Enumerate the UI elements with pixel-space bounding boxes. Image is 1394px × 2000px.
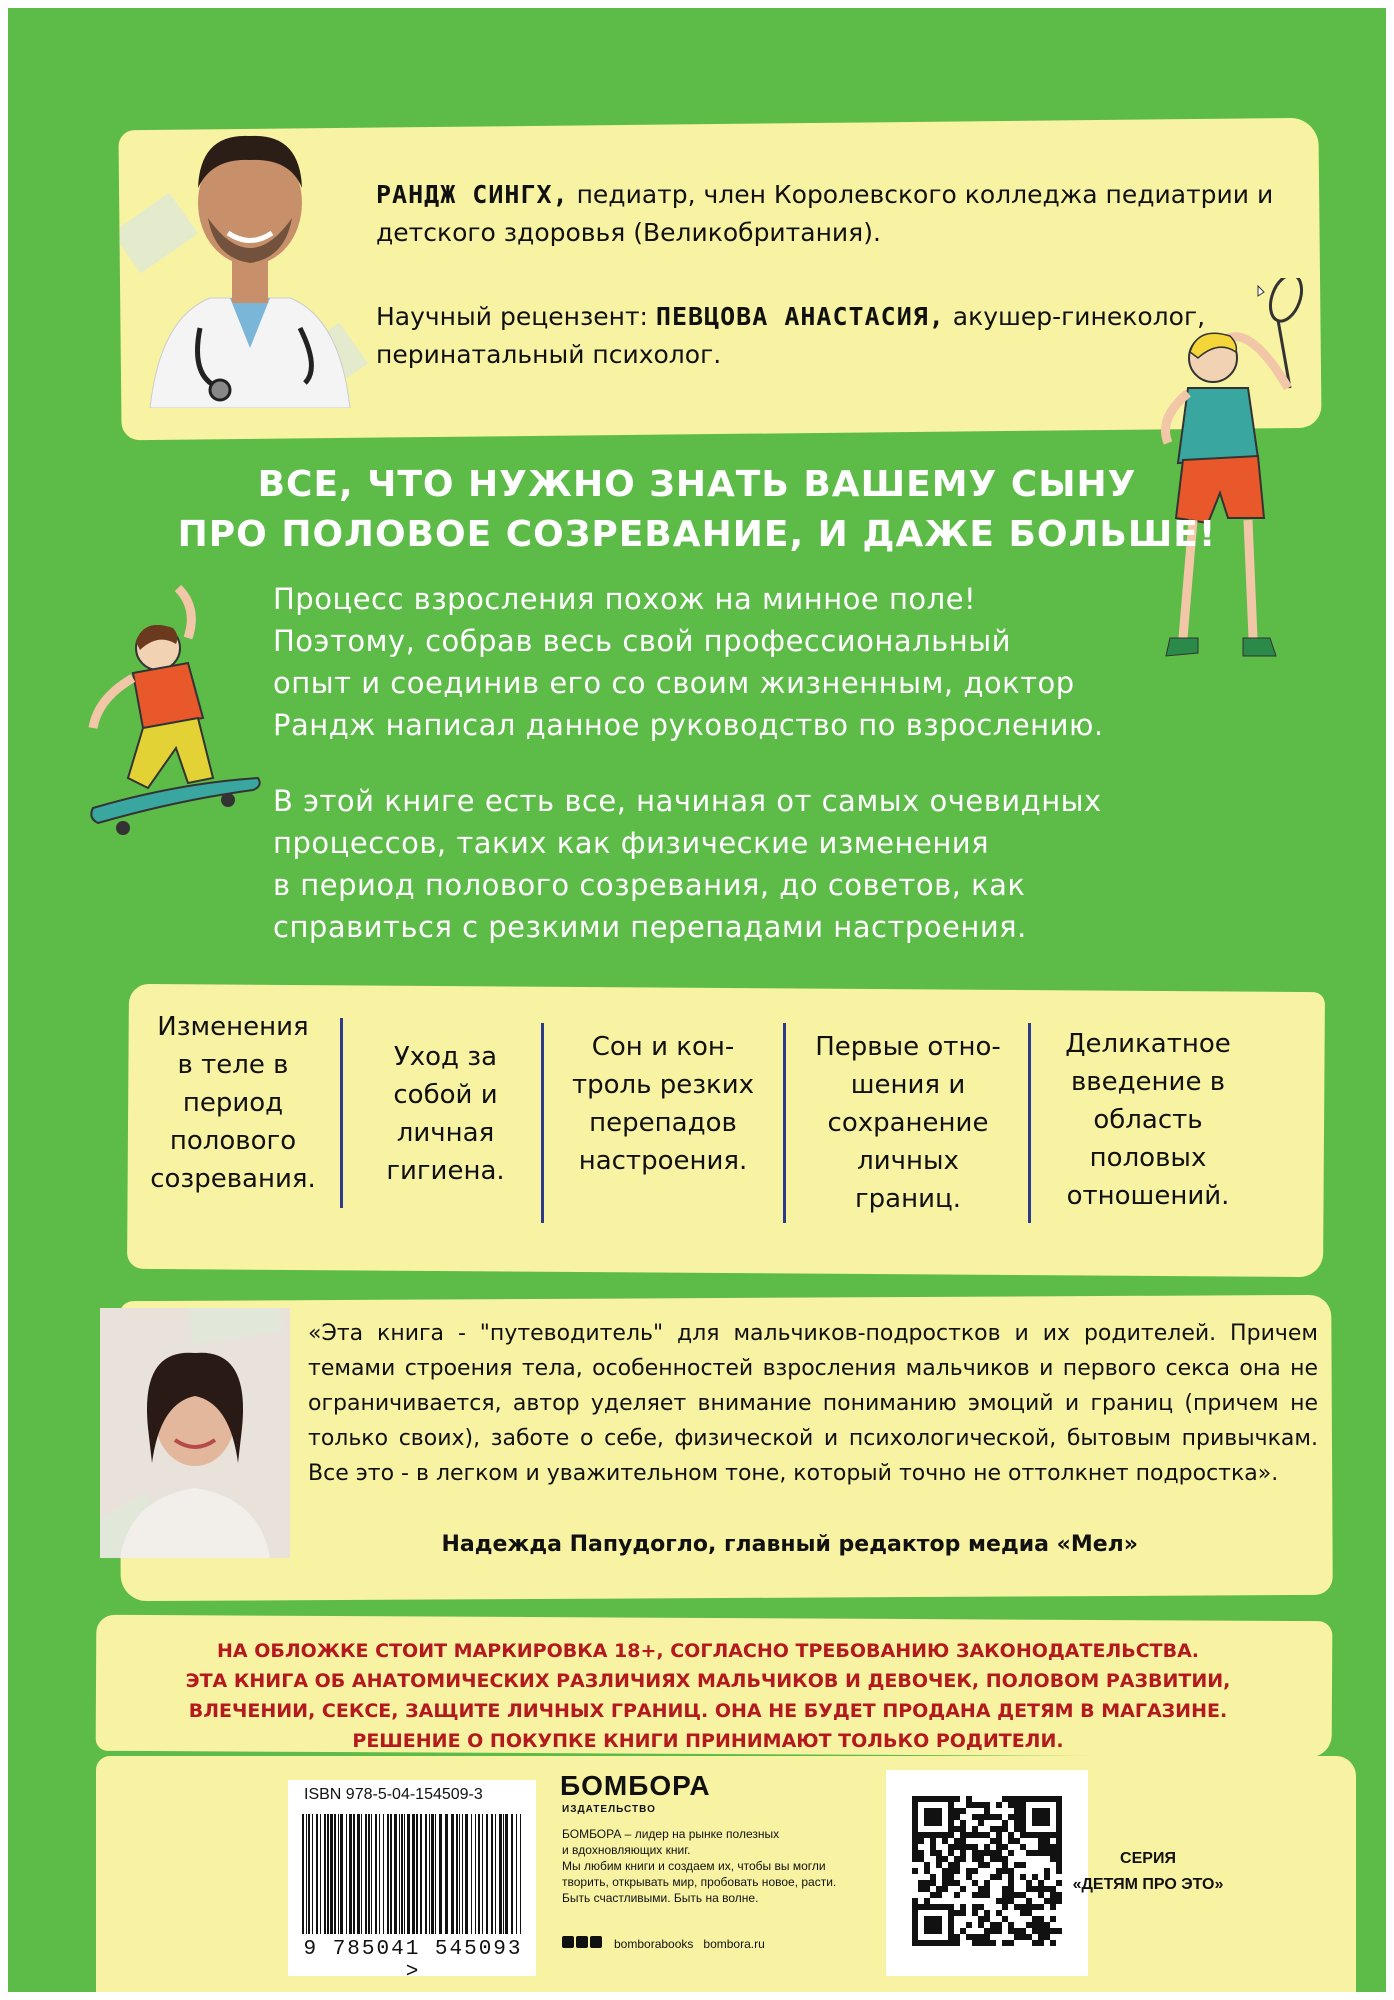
topic-divider [340,1018,343,1208]
topic-line: отношений. [1066,1181,1230,1211]
topic-line: в теле в [177,1050,289,1080]
topic-line: границ. [855,1184,961,1214]
quote-attribution: Надежда Папудогло, главный редактор медиа «Мел» [441,1532,1138,1557]
topic-line: полового [169,1126,297,1156]
paragraph-line: Поэтому, собрав весь свой профессиональный [273,624,1011,658]
warning-line: РЕШЕНИЕ О ПОКУПКЕ КНИГИ ПРИНИМАЮТ ТОЛЬКО РОДИТЕЛИ. [352,1730,1064,1752]
topic-line: Деликатное [1065,1029,1231,1059]
topic-line: собой и [393,1080,498,1110]
reviewer-label: Научный рецензент: [376,302,656,331]
topic-body-changes [128,1008,338,1198]
isbn-label: ISBN 978-5-04-154509-3 [304,1786,483,1803]
headline-line-2: ПРО ПОЛОВОЕ СОЗРЕВАНИЕ, И ДАЖЕ БОЛЬШЕ! [177,514,1217,555]
reviewer-description: акушер-гинеколог, перинатальный психолог. [376,302,1206,369]
social-handle: bomborabooks [614,1936,694,1951]
topic-sleep-mood [553,1028,773,1180]
headline-line-1: ВСЕ, ЧТО НУЖНО ЗНАТЬ ВАШЕМУ СЫНУ [257,464,1137,505]
series-info [1058,1846,1238,1898]
paragraph-line: В этой книге есть все, начиная от самых очевидных [273,784,1102,818]
reviewer-info [376,298,1276,374]
topic-divider [541,1023,544,1223]
blurb-line: творить, открывать мир, пробовать новое, расти. [562,1875,837,1889]
topic-line: Первые отно- [815,1032,1001,1062]
book-back-cover [8,8,1386,1992]
blurb-line: и вдохновляющих книг. [562,1843,691,1857]
age-warning [108,1636,1308,1756]
topic-line: перепадов [589,1108,737,1138]
topic-line: половых [1089,1143,1207,1173]
topic-line: Изменения [157,1012,309,1042]
topic-relationships [793,1028,1023,1218]
publisher-blurb [562,1826,882,1906]
blurb-line: Быть счастливыми. Быть на волне. [562,1891,759,1905]
blurb-line: БОМБОРА – лидер на рынке полезных [562,1827,780,1841]
topic-line: период [182,1088,284,1118]
topic-line: шения и [850,1070,966,1100]
topic-line: Уход за [393,1042,498,1072]
series-label: СЕРИЯ [1120,1850,1176,1867]
publisher-logo: БОМБОРА [560,1770,711,1801]
publisher-social [562,1936,765,1951]
topic-line: гигиена. [386,1156,505,1186]
vk-icon [576,1936,588,1948]
content-paragraph [273,780,1233,948]
paragraph-line: опыт и соединив его со своим жизненным, доктор [273,666,1075,700]
topic-line: личная [396,1118,495,1148]
reviewer-photo [100,1308,290,1558]
author-info [376,176,1276,252]
headline [8,460,1386,560]
topic-line: область [1093,1105,1203,1135]
facebook-icon [562,1936,574,1948]
topic-intimacy [1038,1025,1258,1215]
topic-line: введение в [1070,1067,1226,1097]
topic-line: сохранение [827,1108,989,1138]
topic-line: созревания. [150,1164,316,1194]
isbn-digits: 9 785041 545093 > [303,1938,523,1984]
paragraph-line: процессов, таких как физические изменения [273,826,990,860]
reviewer-name: ПЕВЦОВА АНАСТАСИЯ, [655,302,945,331]
publisher-site: bombora.ru [703,1936,765,1951]
topic-line: настроения. [578,1146,748,1176]
paragraph-line: справиться с резкими перепадами настроения. [273,910,1027,944]
topic-line: Сон и кон- [591,1032,735,1062]
series-name: «ДЕТЯМ ПРО ЭТО» [1072,1876,1224,1893]
warning-line: НА ОБЛОЖКЕ СТОИТ МАРКИРОВКА 18+, СОГЛАСНО ТРЕБОВАНИЮ ЗАКОНОДАТЕЛЬСТВА. [216,1640,1200,1662]
skateboard-boy-illustration [88,578,268,858]
topic-hygiene [353,1038,538,1190]
topic-divider [783,1023,786,1223]
paragraph-line: в период полового созревания, до советов, как [273,868,1026,902]
blurb-line: Мы любим книги и создаем их, чтобы вы могли [562,1859,826,1873]
review-quote: «Эта книга - "путеводитель" для мальчиков-подростков и их родителей. Причем темами строения тела, особенностей взросления мальчиков и первого секса она не ограничивается, автор уделяет внимание пониманию эмоций и границ (причем не только своих), заботе о себе, физической и психологической, бытовым привычкам. Все это - в легком и уважительном тоне, который точно не оттолкнет подростка». [308,1321,1318,1486]
author-name: РАНДЖ СИНГХ, [376,180,569,209]
topic-line: личных [857,1146,959,1176]
warning-line: ЭТА КНИГА ОБ АНАТОМИЧЕСКИХ РАЗЛИЧИЯХ МАЛЬЧИКОВ И ДЕВОЧЕК, ПОЛОВОМ РАЗВИТИИ, [185,1670,1231,1692]
author-description: педиатр, член Королевского колледжа педиатрии и детского здоровья (Великобритания). [376,180,1274,247]
paragraph-line: Рандж написал данное руководство по взрослению. [273,708,1104,742]
topic-divider [1028,1023,1031,1223]
paragraph-line: Процесс взросления похож на минное поле! [273,582,977,616]
topic-line: троль резких [571,1070,755,1100]
publisher-subtitle: ИЗДАТЕЛЬСТВО [562,1804,656,1815]
author-photo [120,108,380,408]
intro-paragraph [273,578,1233,746]
warning-line: ВЛЕЧЕНИИ, СЕКСЕ, ЗАЩИТЕ ЛИЧНЫХ ГРАНИЦ. ОНА НЕ БУДЕТ ПРОДАНА ДЕТЯМ В МАГАЗИНЕ. [188,1700,1228,1722]
instagram-icon [590,1936,602,1948]
